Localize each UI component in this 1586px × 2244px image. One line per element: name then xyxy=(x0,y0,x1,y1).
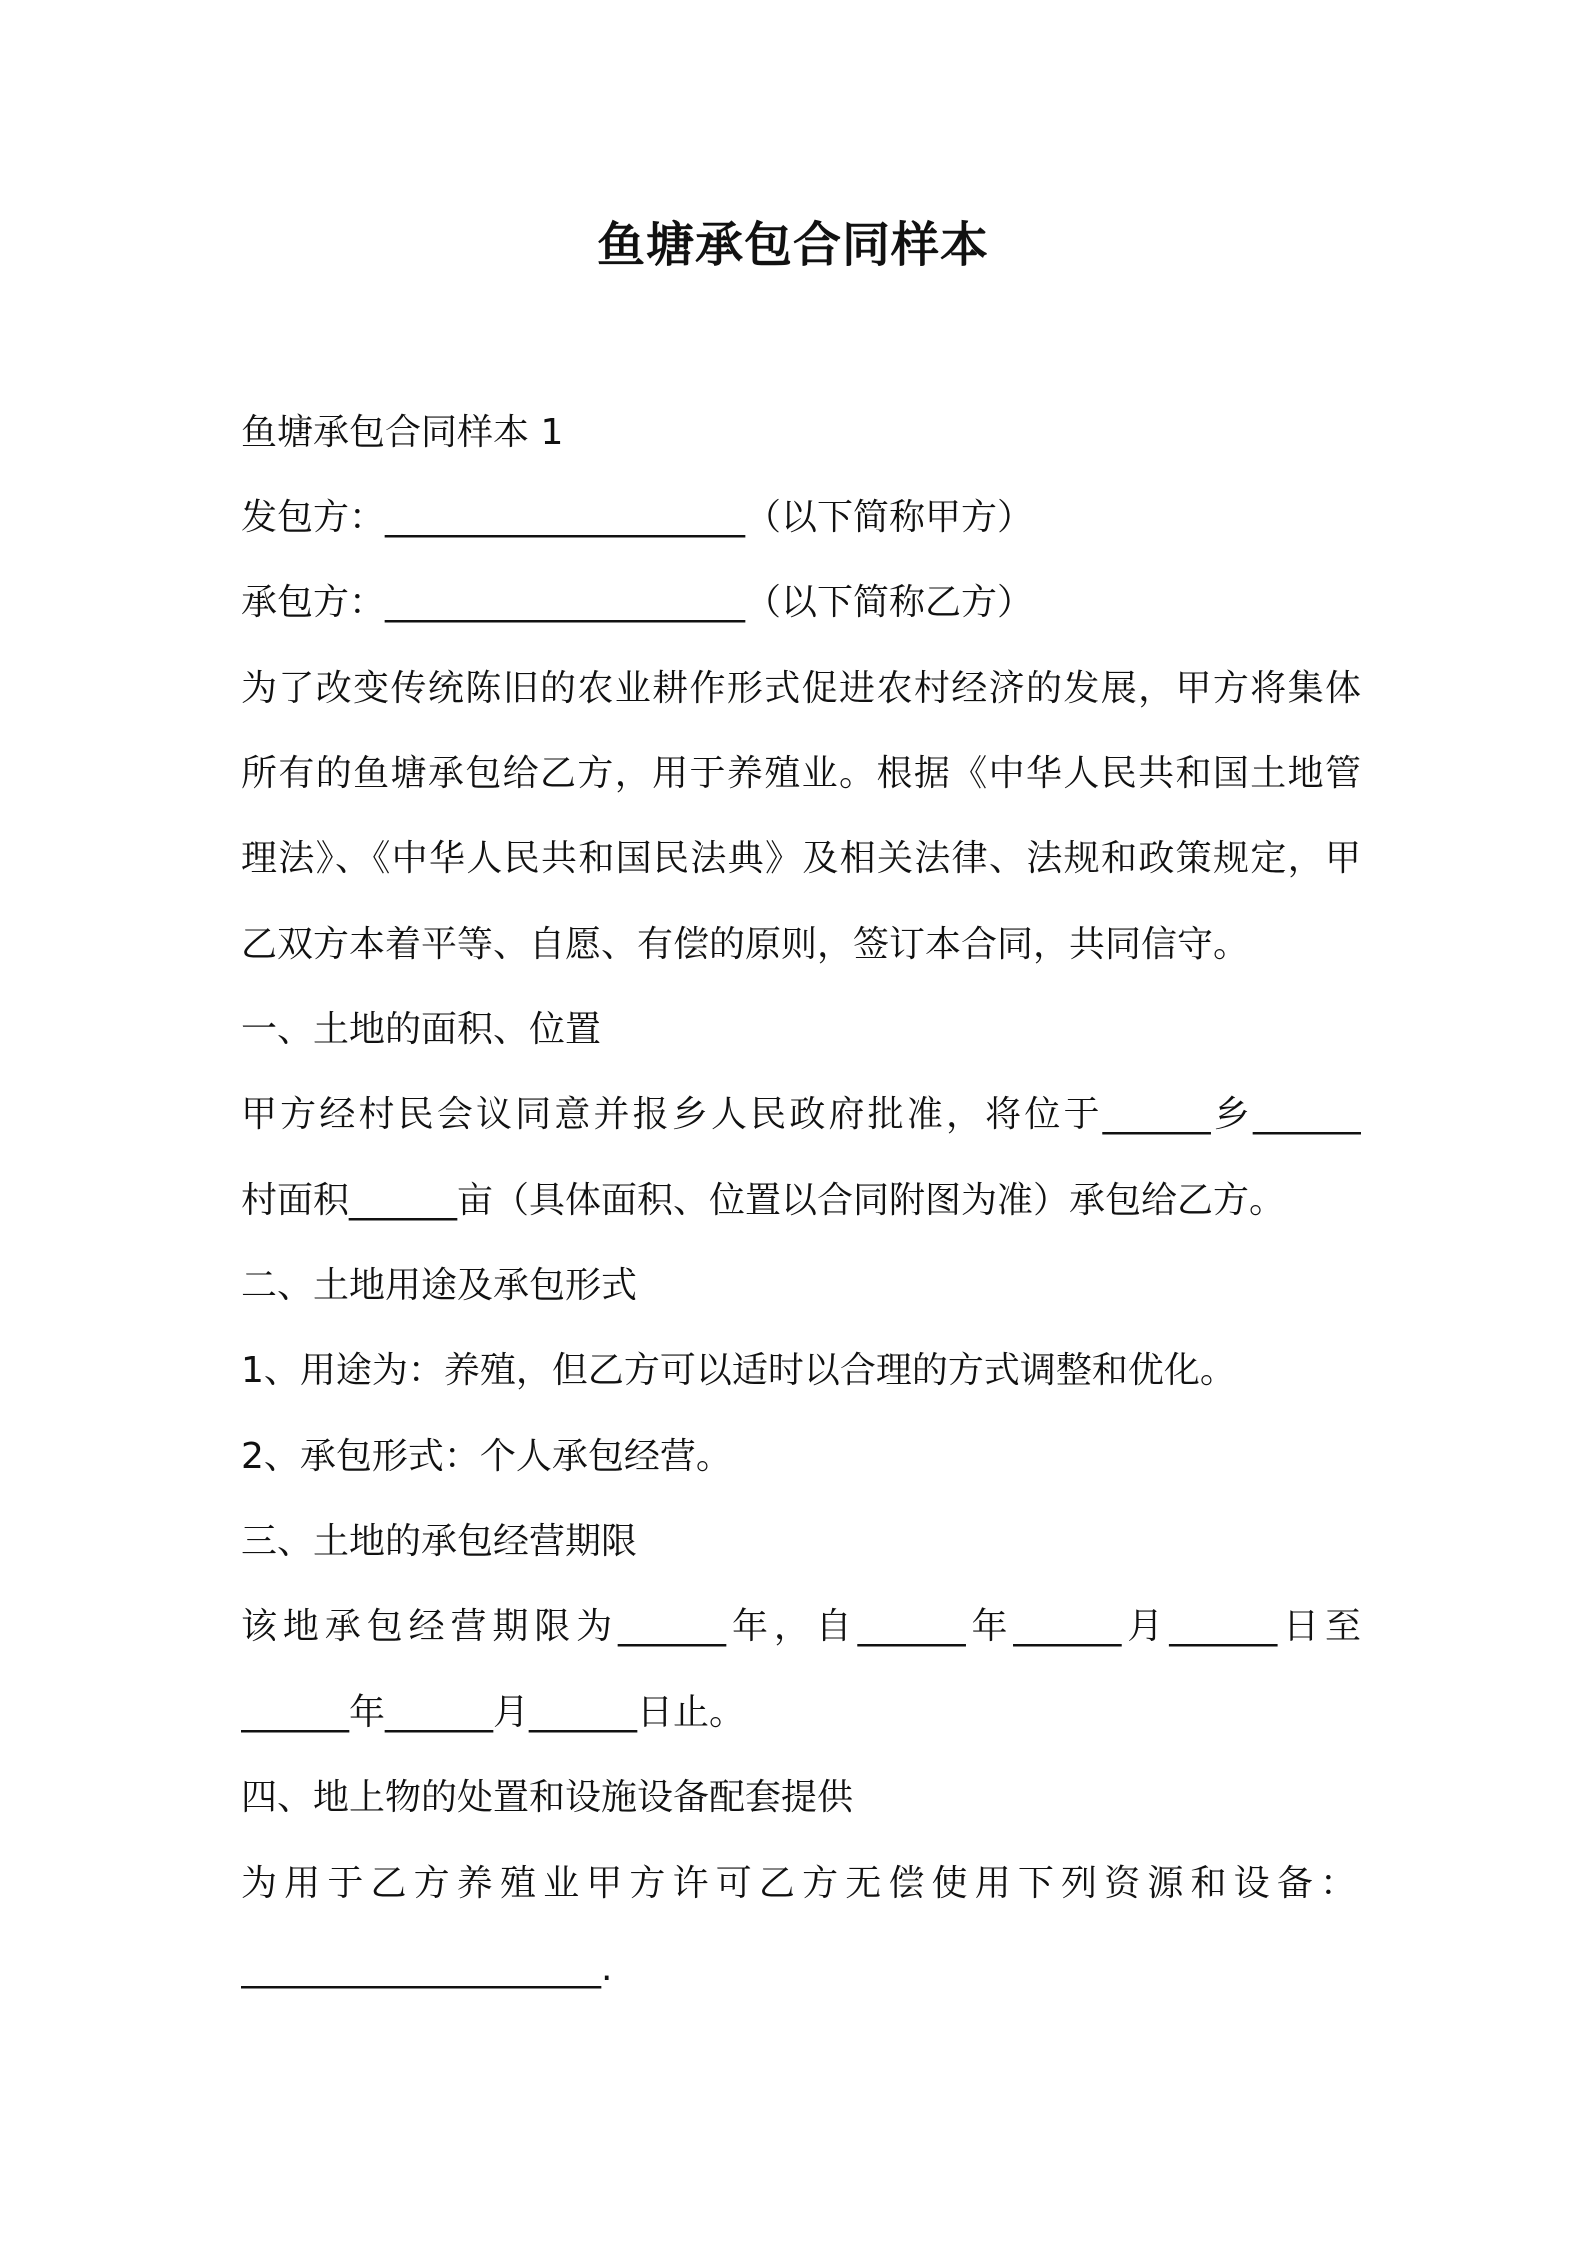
document-title: 鱼塘承包合同样本 xyxy=(596,217,989,273)
section-heading-1: 一、土地的面积、位置 xyxy=(241,1009,602,1050)
section-subtitle: 鱼塘承包合同样本 1 xyxy=(241,412,564,453)
intro-paragraph-line-3: 理法》、《中华人民共和国民法典》及相关法律、法规和政策规定，甲 xyxy=(241,838,1361,879)
party-a-line: 发包方：____________________（以下简称甲方） xyxy=(241,497,1034,538)
intro-paragraph-line-1: 为了改变传统陈旧的农业耕作形式促进农村经济的发展，甲方将集体 xyxy=(241,668,1361,709)
section-heading-2: 二、土地用途及承包形式 xyxy=(241,1265,638,1306)
section-heading-4: 四、地上物的处置和设施设备配套提供 xyxy=(241,1777,854,1818)
section-4-line-2: ____________________. xyxy=(241,1948,613,1989)
party-b-line: 承包方：____________________（以下简称乙方） xyxy=(241,582,1034,623)
section-3-line-2: ______年______月______日止。 xyxy=(241,1692,746,1733)
section-heading-3: 三、土地的承包经营期限 xyxy=(241,1521,638,1562)
section-1-line-1: 甲方经村民会议同意并报乡人民政府批准，将位于______乡______ xyxy=(241,1094,1361,1135)
section-2-item-2: 2、承包形式：个人承包经营。 xyxy=(241,1436,732,1477)
section-4-line-1: 为用于乙方养殖业甲方许可乙方无偿使用下列资源和设备： xyxy=(241,1863,1361,1904)
section-3-line-1: 该地承包经营期限为______年，自______年______月______日至 xyxy=(241,1606,1361,1647)
intro-paragraph-line-2: 所有的鱼塘承包给乙方，用于养殖业。根据《中华人民共和国土地管 xyxy=(241,753,1361,794)
section-2-item-1: 1、用途为：养殖，但乙方可以适时以合理的方式调整和优化。 xyxy=(241,1350,1236,1391)
section-1-line-2: 村面积______亩（具体面积、位置以合同附图为准）承包给乙方。 xyxy=(241,1180,1286,1221)
intro-paragraph-line-4: 乙双方本着平等、自愿、有偿的原则，签订本合同，共同信守。 xyxy=(241,924,1250,965)
